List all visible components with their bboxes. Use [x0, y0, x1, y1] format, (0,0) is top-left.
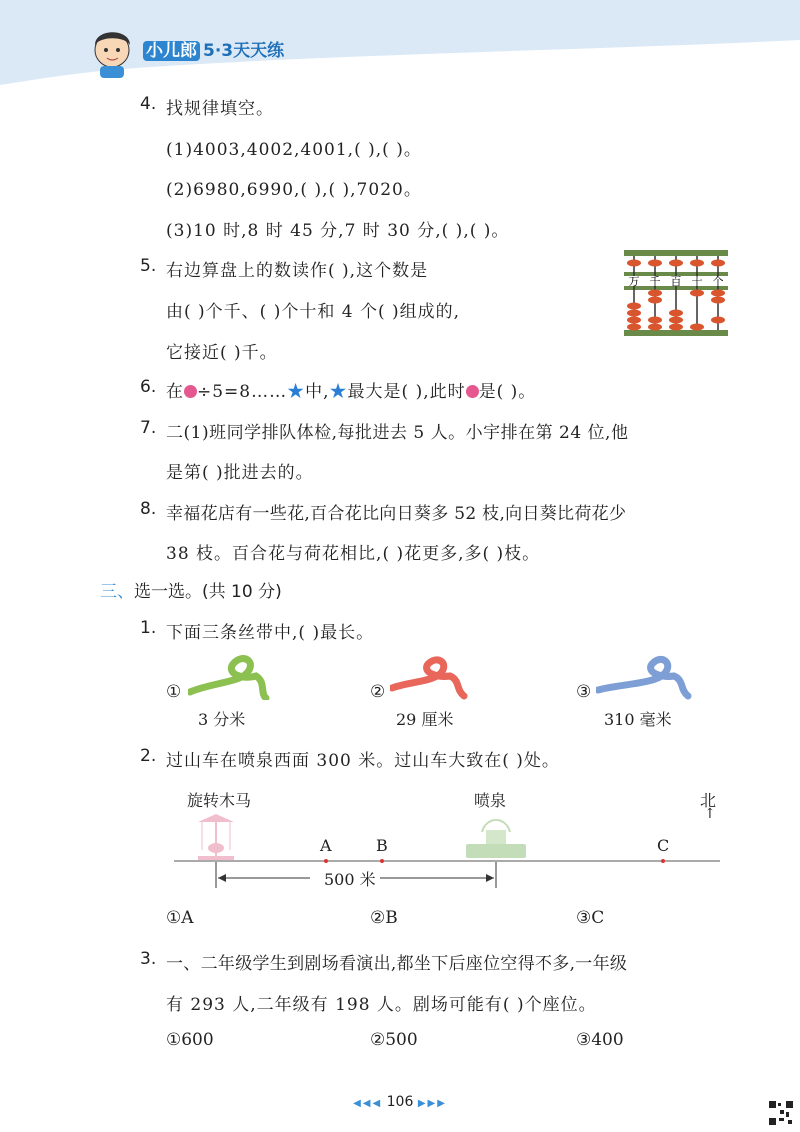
q5-number: 5. — [140, 256, 157, 276]
section-3-heading — [100, 577, 282, 602]
s1-option1-label: 3 分米 — [198, 710, 246, 729]
pink-circle-icon — [466, 385, 479, 398]
q5-line1: 右边算盘上的数读作( ),这个数是 — [166, 261, 429, 281]
s1-text: 下面三条丝带中,( )最长。 — [166, 623, 375, 643]
abacus-label-shi: 十 — [691, 275, 703, 288]
q4-title: 找规律填空。 — [166, 99, 274, 119]
q4-line1: (1)4003,4002,4001,( ),( )。 — [166, 140, 422, 160]
s3-option-1[interactable]: ①600 — [166, 1030, 214, 1050]
q6-part4: 最大是( ),此时 — [347, 382, 466, 402]
q7-line2: 是第( )批进去的。 — [166, 463, 314, 483]
q5-line2: 由( )个千、( )个十和 4 个( )组成的, — [166, 302, 461, 322]
s3-number: 3. — [140, 949, 157, 969]
s3-line1: 一、二年级学生到剧场看演出,都坐下后座位空得不多,一年级 — [166, 954, 628, 974]
carousel-icon — [198, 814, 234, 860]
brand-series: 5·3天天练 — [203, 41, 285, 61]
q6-part3: 中, — [305, 382, 330, 402]
pink-circle-icon — [184, 385, 197, 398]
s3-option-3[interactable]: ③400 — [576, 1030, 624, 1050]
point-b-label: B — [376, 836, 388, 855]
q7-line1: 二(1)班同学排队体检,每批进去 5 人。小宇排在第 24 位,他 — [166, 423, 629, 443]
q8-line1: 幸福花店有一些花,百合花比向日葵多 52 枝,向日葵比荷花少 — [166, 504, 627, 524]
section-3-mark: 三、 — [100, 582, 134, 602]
qr-code-icon — [768, 1100, 794, 1126]
s1-number: 1. — [140, 618, 157, 638]
map-diagram — [170, 808, 730, 888]
star-icon: ★ — [329, 382, 348, 402]
q8-number: 8. — [140, 499, 157, 519]
section-3-title: 选一选。(共 10 分) — [134, 582, 282, 602]
carousel-label: 旋转木马 — [187, 791, 252, 810]
s1-option3-mark[interactable]: ③ — [576, 682, 592, 702]
right-arrows-icon: ▶▶▶ — [417, 1098, 447, 1109]
fountain-label: 喷泉 — [474, 791, 507, 810]
s2-option-c[interactable]: ③C — [576, 908, 605, 928]
ribbon-green-icon — [188, 654, 270, 700]
ribbon-red-icon — [390, 654, 470, 700]
q4-line2: (2)6980,6990,( ),( ),7020。 — [166, 180, 422, 200]
q6-number: 6. — [140, 377, 157, 397]
ribbon-blue-icon — [596, 654, 692, 700]
north-label: 北 — [700, 791, 717, 810]
q4-number: 4. — [140, 94, 157, 114]
s1-option2-mark[interactable]: ② — [370, 682, 386, 702]
q6-part5: 是( )。 — [478, 382, 537, 402]
abacus-label-qian: 千 — [649, 275, 661, 288]
q5-line3: 它接近( )千。 — [166, 343, 278, 363]
s3-line2: 有 293 人,二年级有 198 人。剧场可能有( )个座位。 — [166, 995, 597, 1015]
q6-part1: 在 — [166, 382, 184, 402]
q7-number: 7. — [140, 418, 157, 438]
abacus-figure — [620, 248, 732, 338]
q6-line — [166, 377, 536, 402]
point-c-label: C — [657, 836, 670, 855]
north-arrow-icon: ↑ — [704, 806, 716, 822]
s3-option-2[interactable]: ②500 — [370, 1030, 418, 1050]
abacus-label-wan: 万 — [628, 275, 640, 288]
point-a-label: A — [320, 836, 332, 855]
page-footer — [0, 1094, 800, 1110]
fountain-icon — [466, 820, 526, 858]
s2-option-a[interactable]: ①A — [166, 908, 194, 928]
star-icon: ★ — [287, 382, 306, 402]
brand-name: 小儿郎 — [143, 41, 200, 61]
brand-title — [143, 36, 284, 61]
q4-line3: (3)10 时,8 时 45 分,7 时 30 分,( ),( )。 — [166, 221, 510, 241]
header-banner — [0, 0, 800, 100]
page-number: 106 — [386, 1094, 414, 1110]
q6-part2: ÷5=8…… — [197, 382, 288, 402]
mascot-icon — [95, 32, 130, 78]
abacus-label-ge: 个 — [712, 275, 724, 288]
s1-option2-label: 29 厘米 — [396, 710, 454, 729]
s1-option3-label: 310 毫米 — [604, 710, 672, 729]
s1-option1-mark[interactable]: ① — [166, 682, 182, 702]
s2-text: 过山车在喷泉西面 300 米。过山车大致在( )处。 — [166, 751, 560, 771]
s2-option-b[interactable]: ②B — [370, 908, 398, 928]
distance-label: 500 米 — [324, 870, 376, 889]
abacus-label-bai: 百 — [670, 275, 682, 288]
left-arrows-icon: ◀◀◀ — [353, 1098, 383, 1109]
q8-line2: 38 枝。百合花与荷花相比,( )花更多,多( )枝。 — [166, 544, 541, 564]
s2-number: 2. — [140, 746, 157, 766]
